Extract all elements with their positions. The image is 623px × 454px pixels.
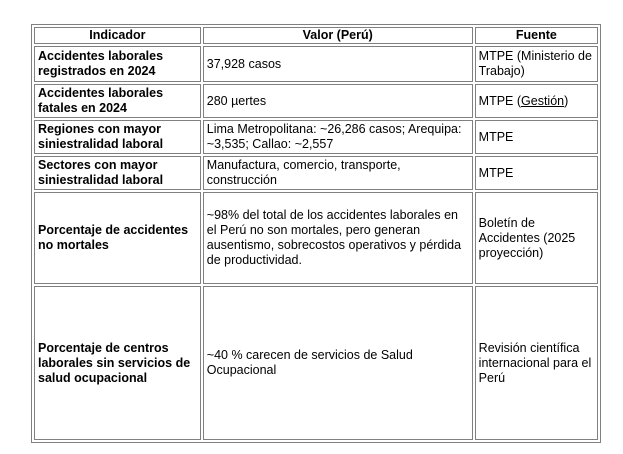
cell-fuente: MTPE (Ministerio de Trabajo) — [475, 46, 598, 82]
header-indicador: Indicador — [34, 27, 201, 44]
indicators-table — [31, 24, 601, 443]
table-row — [34, 286, 598, 440]
cell-fuente: MTPE — [475, 120, 598, 154]
table-header-row — [34, 27, 598, 44]
cell-indicador: Regiones con mayor siniestralidad laboral — [34, 120, 201, 154]
cell-valor: 37,928 casos — [203, 46, 473, 82]
header-fuente: Fuente — [475, 27, 598, 44]
cell-valor: ~40 % carecen de servicios de Salud Ocupacional — [203, 286, 473, 440]
cell-valor: 280 µertes — [203, 84, 473, 118]
cell-fuente: Revisión científica internacional para el Perú — [475, 286, 598, 440]
cell-indicador: Sectores con mayor siniestralidad laboral — [34, 156, 201, 190]
cell-fuente — [475, 84, 598, 118]
cell-valor: Lima Metropolitana: ~26,286 casos; Arequipa: ~3,535; Callao: ~2,557 — [203, 120, 473, 154]
header-valor: Valor (Perú) — [203, 27, 473, 44]
cell-valor: Manufactura, comercio, transporte, construcción — [203, 156, 473, 190]
data-table-container — [31, 24, 601, 443]
table-row — [34, 46, 598, 82]
cell-fuente: MTPE — [475, 156, 598, 190]
cell-indicador: Porcentaje de centros laborales sin servicios de salud ocupacional — [34, 286, 201, 440]
cell-indicador: Accidentes laborales fatales en 2024 — [34, 84, 201, 118]
gestion-link[interactable]: Gestión — [521, 93, 565, 108]
cell-valor: ~98% del total de los accidentes laborales en el Perú no son mortales, pero generan ausentismo, sobrecostos operativos y pérdida de productividad. — [203, 192, 473, 284]
cell-indicador: Accidentes laborales registrados en 2024 — [34, 46, 201, 82]
table-row — [34, 84, 598, 118]
table-row — [34, 156, 598, 190]
table-row — [34, 192, 598, 284]
cell-fuente: Boletín de Accidentes (2025 proyección) — [475, 192, 598, 284]
fuente-prefix: MTPE ( — [478, 93, 522, 108]
cell-indicador: Porcentaje de accidentes no mortales — [34, 192, 201, 284]
table-row — [34, 120, 598, 154]
fuente-suffix: ) — [564, 93, 569, 108]
